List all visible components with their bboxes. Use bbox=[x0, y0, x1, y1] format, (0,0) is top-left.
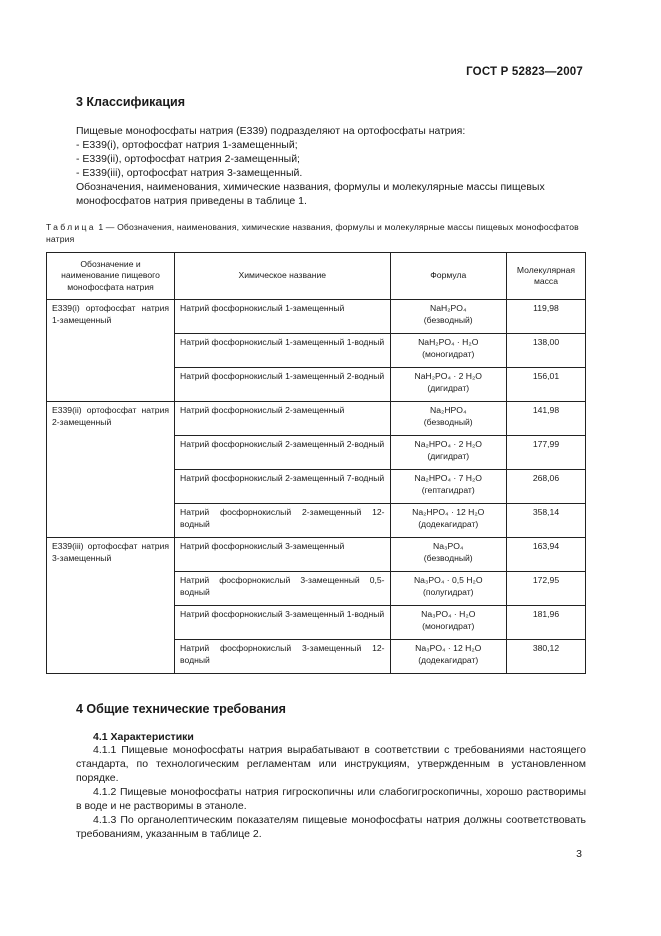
table-row bbox=[47, 538, 586, 572]
mass-cell: 181,96 bbox=[506, 606, 585, 640]
formula: NaH₂PO₄ · H₂O bbox=[418, 337, 479, 347]
mass-cell: 119,98 bbox=[506, 300, 585, 334]
formula-note: (моногидрат) bbox=[422, 620, 475, 631]
chemical-name-cell: Натрий фосфорнокислый 1-замещенный 2-водный bbox=[175, 368, 391, 402]
formula-note: (безводный) bbox=[423, 314, 473, 325]
chemical-name-cell: Натрий фосфорнокислый 3-замещенный 1-водный bbox=[175, 606, 391, 640]
subsection-4-1-heading: 4.1 Характеристики bbox=[93, 731, 194, 743]
formula-cell bbox=[390, 334, 506, 368]
formula-cell bbox=[390, 300, 506, 334]
formula: Na₃PO₄ · 12 H₂O bbox=[415, 643, 482, 653]
formula: Na₂HPO₄ · 7 H₂O bbox=[414, 473, 482, 483]
mass-cell: 380,12 bbox=[506, 640, 585, 674]
section-4-heading: 4 Общие технические требования bbox=[76, 702, 286, 716]
formula-cell bbox=[390, 470, 506, 504]
chemical-name-cell: Натрий фосфорнокислый 1-замещенный 1-водный bbox=[175, 334, 391, 368]
chemical-name-cell: Натрий фосфорнокислый 2-замещенный 12-водный bbox=[175, 504, 391, 538]
chemical-name-cell: Натрий фосфорнокислый 2-замещенный bbox=[175, 402, 391, 436]
formula-cell bbox=[390, 640, 506, 674]
mass-cell: 163,94 bbox=[506, 538, 585, 572]
formula-cell bbox=[390, 606, 506, 640]
mass-cell: 268,06 bbox=[506, 470, 585, 504]
formula: Na₃PO₄ bbox=[433, 541, 464, 551]
formula: Na₃PO₄ · H₂O bbox=[421, 609, 476, 619]
list-item: - Е339(i), ортофосфат натрия 1-замещенный; bbox=[76, 139, 298, 151]
mass-cell: 138,00 bbox=[506, 334, 585, 368]
chemical-name-cell: Натрий фосфорнокислый 3-замещенный 0,5-водный bbox=[175, 572, 391, 606]
formula: Na₂HPO₄ bbox=[430, 405, 467, 415]
mass-cell: 141,98 bbox=[506, 402, 585, 436]
table-caption-label: Таблица bbox=[46, 222, 96, 232]
document-code: ГОСТ Р 52823—2007 bbox=[466, 66, 583, 78]
formula: Na₂HPO₄ · 12 H₂O bbox=[412, 507, 485, 517]
formula: NaH₂PO₄ · 2 H₂O bbox=[414, 371, 482, 381]
group-name-cell: Е339(ii) ортофосфат натрия 2-замещенный bbox=[47, 402, 175, 538]
chemical-name-cell: Натрий фосфорнокислый 2-замещенный 2-водный bbox=[175, 436, 391, 470]
mass-cell: 358,14 bbox=[506, 504, 585, 538]
formula-note: (дигидрат) bbox=[427, 382, 470, 393]
table-caption-text: 1 — Обозначения, наименования, химические названия, формулы и молекулярные массы пищевых монофосфатов натрия bbox=[46, 222, 579, 244]
formula-cell bbox=[390, 538, 506, 572]
chemical-name-cell: Натрий фосфорнокислый 3-замещенный bbox=[175, 538, 391, 572]
chemical-name-cell: Натрий фосфорнокислый 1-замещенный bbox=[175, 300, 391, 334]
paragraph-4-1-2: 4.1.2 Пищевые монофосфаты натрия гигроскопичны или слабогигроскопичны, хорошо растворимы в воде и не растворимы в этаноле. bbox=[76, 786, 586, 812]
formula-cell bbox=[390, 368, 506, 402]
list-item: - Е339(ii), ортофосфат натрия 2-замещенный; bbox=[76, 153, 300, 165]
section-3-intro: Пищевые монофосфаты натрия (Е339) подразделяют на ортофосфаты натрия: bbox=[76, 125, 466, 137]
column-header-molecular-mass: Молекулярная масса bbox=[506, 253, 585, 300]
list-item: - Е339(iii), ортофосфат натрия 3-замещенный. bbox=[76, 167, 303, 179]
formula-cell bbox=[390, 402, 506, 436]
formula-note: (гептагидрат) bbox=[421, 484, 475, 495]
paragraph-4-1-1: 4.1.1 Пищевые монофосфаты натрия вырабатывают в соответствии с требованиями настоящего стандарта, по технологическим регламентам или инструкциям, утвержденным в установленном порядке. bbox=[76, 744, 586, 784]
formula-note: (дигидрат) bbox=[427, 450, 470, 461]
formula: Na₂HPO₄ · 2 H₂O bbox=[414, 439, 482, 449]
section-3-note: Обозначения, наименования, химические названия, формулы и молекулярные массы пищевых монофосфатов натрия приведены в таблице 1. bbox=[76, 181, 545, 207]
formula-cell bbox=[390, 436, 506, 470]
formula-note: (безводный) bbox=[423, 416, 473, 427]
column-header-chemical-name: Химическое название bbox=[175, 253, 391, 300]
page-number: 3 bbox=[576, 848, 582, 860]
table-row bbox=[47, 300, 586, 334]
formula-note: (додекагидрат) bbox=[418, 654, 479, 665]
table-1 bbox=[46, 252, 586, 674]
chemical-name-cell: Натрий фосфорнокислый 2-замещенный 7-водный bbox=[175, 470, 391, 504]
mass-cell: 177,99 bbox=[506, 436, 585, 470]
column-header-formula: Формула bbox=[390, 253, 506, 300]
formula: NaH₂PO₄ bbox=[430, 303, 467, 313]
formula-note: (безводный) bbox=[423, 552, 473, 563]
paragraph-4-1-3: 4.1.3 По органолептическим показателям пищевые монофосфаты натрия должны соответствовать требованиям, указанным в таблице 2. bbox=[76, 814, 586, 840]
mass-cell: 156,01 bbox=[506, 368, 585, 402]
formula-cell bbox=[390, 572, 506, 606]
formula-cell bbox=[390, 504, 506, 538]
table-1-caption bbox=[46, 222, 590, 245]
mass-cell: 172,95 bbox=[506, 572, 585, 606]
formula-note: (полугидрат) bbox=[422, 586, 474, 597]
table-row bbox=[47, 402, 586, 436]
section-3-heading: 3 Классификация bbox=[76, 95, 186, 109]
formula-note: (додекагидрат) bbox=[418, 518, 479, 529]
chemical-name-cell: Натрий фосфорнокислый 3-замещенный 12-водный bbox=[175, 640, 391, 674]
formula: Na₃PO₄ · 0,5 H₂O bbox=[413, 575, 483, 585]
formula-note: (моногидрат) bbox=[422, 348, 475, 359]
section-3-text bbox=[76, 124, 586, 208]
group-name-cell: Е339(iii) ортофосфат натрия 3-замещенный bbox=[47, 538, 175, 674]
column-header-designation: Обозначение и наименование пищевого монофосфата натрия bbox=[47, 253, 175, 300]
group-name-cell: Е339(i) ортофосфат натрия 1-замещенный bbox=[47, 300, 175, 402]
